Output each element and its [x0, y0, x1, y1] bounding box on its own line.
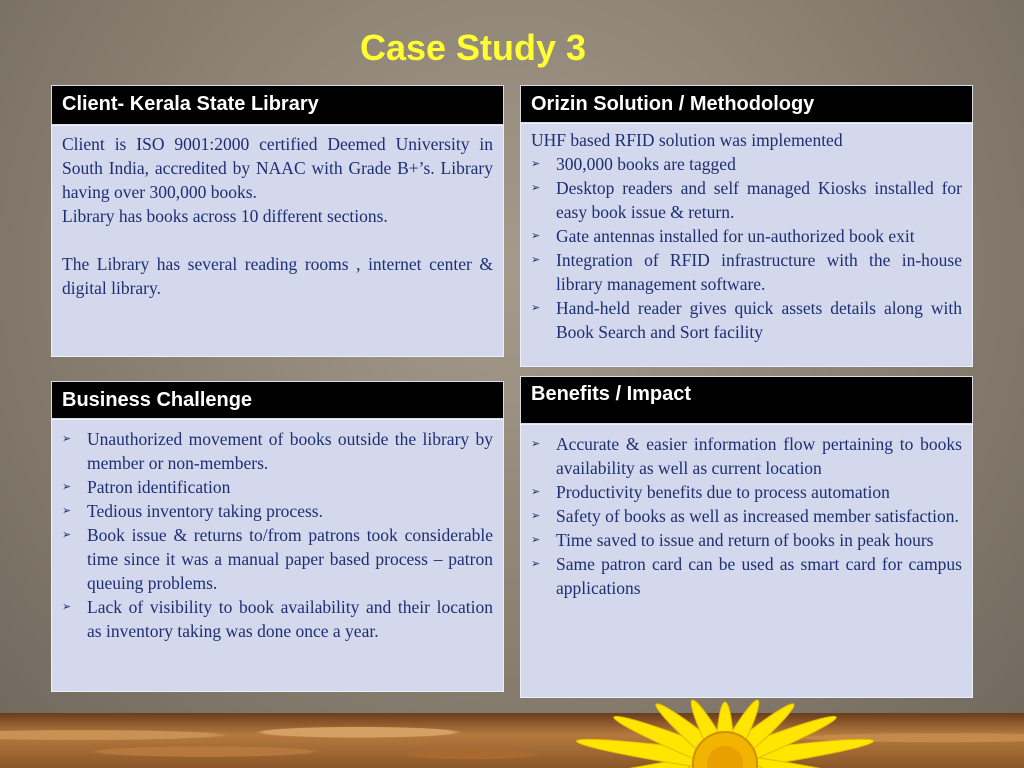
- arrow-bullet-icon: ➢: [531, 157, 541, 170]
- list-item-text: Productivity benefits due to process automation: [556, 482, 890, 502]
- benefits-header: Benefits / Impact: [520, 376, 973, 424]
- arrow-bullet-icon: ➢: [62, 432, 72, 445]
- list-item: [531, 176, 962, 224]
- arrow-bullet-icon: ➢: [531, 437, 541, 450]
- arrow-bullet-icon: ➢: [531, 557, 541, 570]
- list-item-text: 300,000 books are tagged: [556, 154, 736, 174]
- list-item: [531, 248, 962, 296]
- list-item-text: Book issue & returns to/from patrons took considerable time since it was a manual paper based process – patron queuing problems.: [87, 525, 493, 593]
- challenge-header: Business Challenge: [51, 381, 504, 419]
- list-item-text: Unauthorized movement of books outside the library by member or non-members.: [87, 429, 493, 473]
- solution-intro: UHF based RFID solution was implemented: [531, 130, 843, 150]
- list-item-text: Patron identification: [87, 477, 231, 497]
- list-item-text: Integration of RFID infrastructure with the in-house library management software.: [556, 250, 962, 294]
- list-item: [531, 528, 962, 552]
- arrow-bullet-icon: ➢: [62, 528, 72, 541]
- challenge-panel: [51, 381, 504, 692]
- client-body: [51, 125, 504, 357]
- list-item: [531, 152, 962, 176]
- list-item: [531, 224, 962, 248]
- arrow-bullet-icon: ➢: [62, 504, 72, 517]
- list-item: [531, 552, 962, 600]
- list-item-text: Safety of books as well as increased member satisfaction.: [556, 506, 959, 526]
- arrow-bullet-icon: ➢: [62, 600, 72, 613]
- list-item: [531, 296, 962, 344]
- benefits-panel: [520, 376, 973, 698]
- sunflower-image: [510, 692, 940, 768]
- solution-panel: [520, 85, 973, 367]
- client-paragraph-3: The Library has several reading rooms , internet center & digital library.: [62, 254, 493, 298]
- list-item-text: Same patron card can be used as smart card for campus applications: [556, 554, 962, 598]
- list-item: [62, 499, 493, 523]
- client-paragraph-2: Library has books across 10 different sections.: [62, 206, 388, 226]
- arrow-bullet-icon: ➢: [531, 509, 541, 522]
- solution-body: [520, 123, 973, 367]
- list-item-text: Desktop readers and self managed Kiosks installed for easy book issue & return.: [556, 178, 962, 222]
- challenge-list: [62, 427, 493, 643]
- client-header: Client- Kerala State Library: [51, 85, 504, 125]
- client-panel: [51, 85, 504, 357]
- list-item: [62, 595, 493, 643]
- arrow-bullet-icon: ➢: [62, 480, 72, 493]
- benefits-body: [520, 424, 973, 698]
- arrow-bullet-icon: ➢: [531, 301, 541, 314]
- solution-header: Orizin Solution / Methodology: [520, 85, 973, 123]
- client-paragraph-1: Client is ISO 9001:2000 certified Deemed University in South India, accredited by NAAC with Grade B+’s. Library having over 300,000 books.: [62, 134, 493, 202]
- arrow-bullet-icon: ➢: [531, 229, 541, 242]
- benefits-list: [531, 432, 962, 600]
- list-item: [531, 432, 962, 480]
- challenge-body: [51, 419, 504, 692]
- list-item-text: Gate antennas installed for un-authorized book exit: [556, 226, 915, 246]
- list-item: [531, 480, 962, 504]
- arrow-bullet-icon: ➢: [531, 181, 541, 194]
- solution-list: [531, 152, 962, 344]
- list-item-text: Hand-held reader gives quick assets details along with Book Search and Sort facility: [556, 298, 962, 342]
- list-item: [62, 475, 493, 499]
- list-item: [62, 427, 493, 475]
- slide-title: Case Study 3: [359, 27, 587, 68]
- arrow-bullet-icon: ➢: [531, 485, 541, 498]
- list-item-text: Accurate & easier information flow pertaining to books availability as well as current location: [556, 434, 962, 478]
- list-item: [62, 523, 493, 595]
- list-item-text: Time saved to issue and return of books in peak hours: [556, 530, 934, 550]
- list-item-text: Tedious inventory taking process.: [87, 501, 323, 521]
- list-item-text: Lack of visibility to book availability and their location as inventory taking was done once a year.: [87, 597, 493, 641]
- arrow-bullet-icon: ➢: [531, 533, 541, 546]
- arrow-bullet-icon: ➢: [531, 253, 541, 266]
- list-item: [531, 504, 962, 528]
